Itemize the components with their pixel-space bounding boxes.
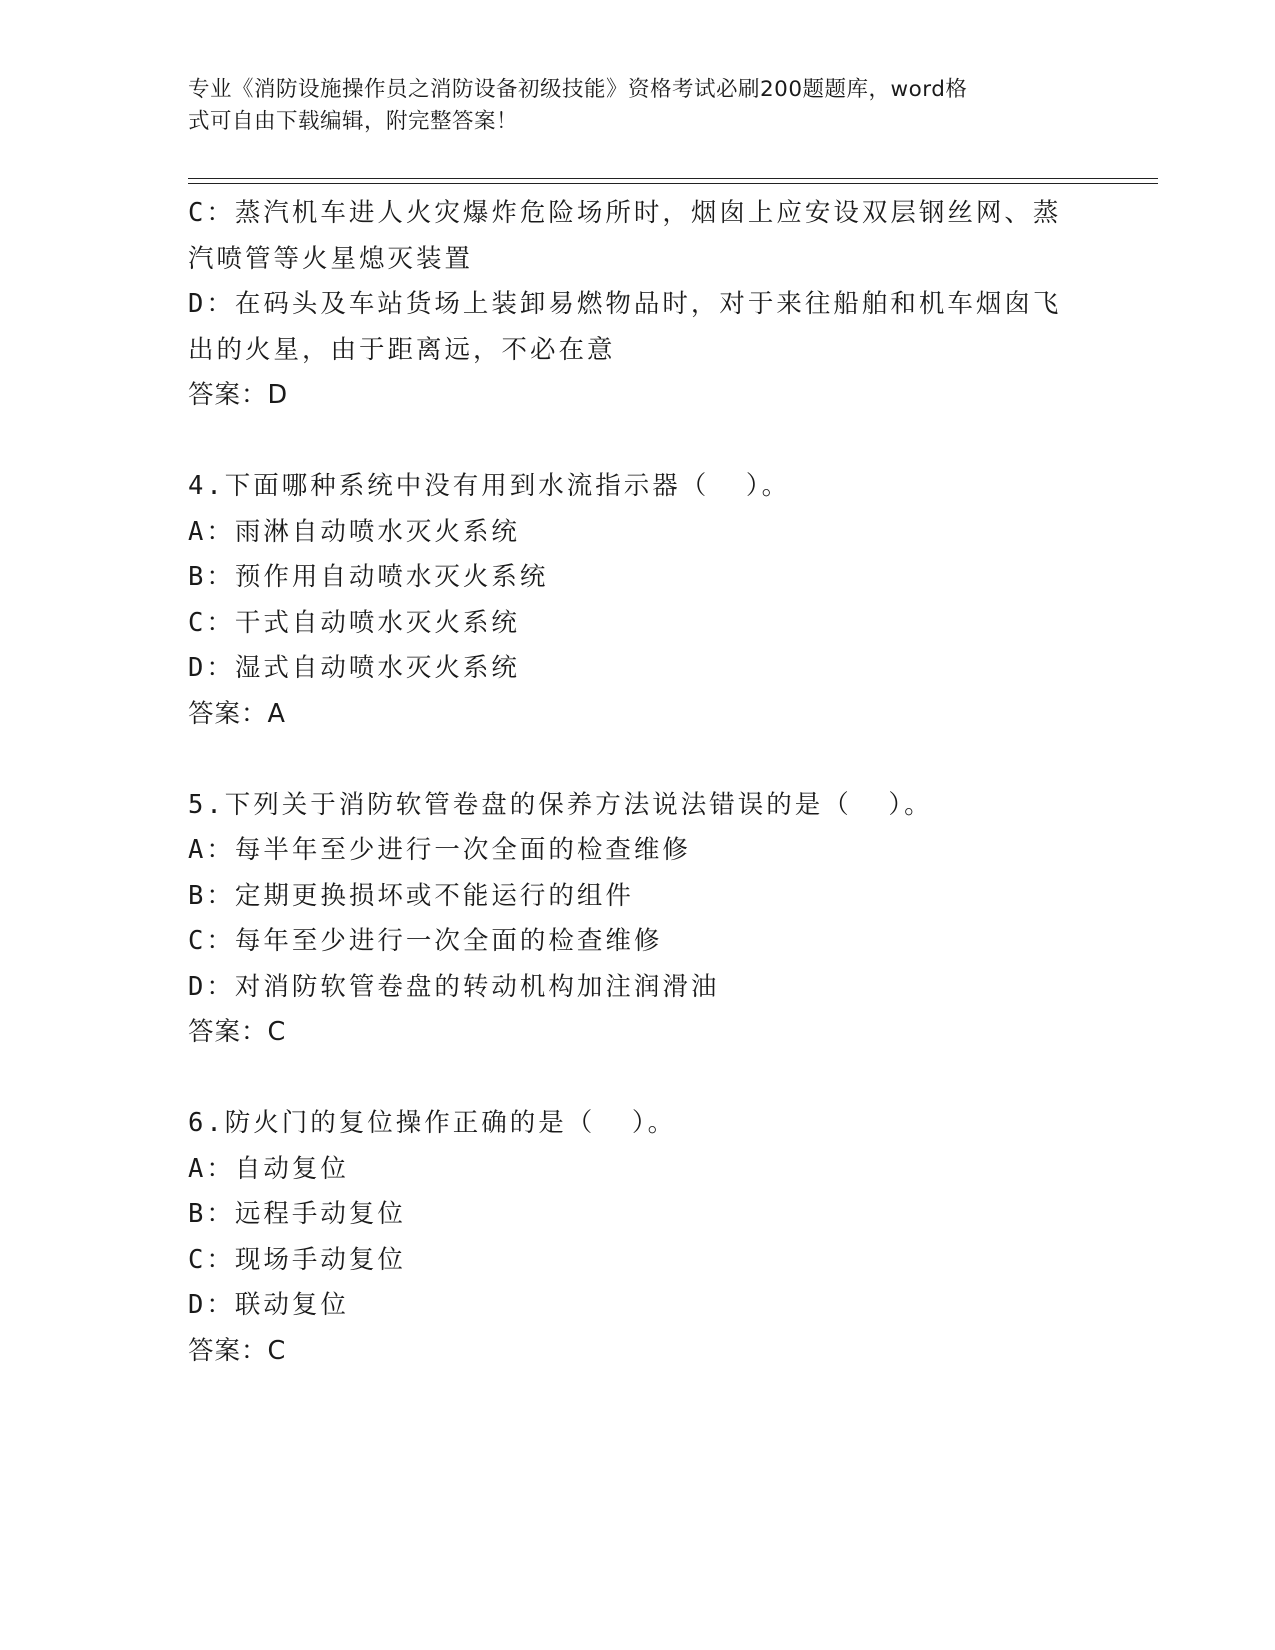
q3-option-d-line-2: 出的火星，由于距离远，不必在意 bbox=[188, 334, 616, 365]
q3-answer: 答案：D bbox=[188, 380, 289, 410]
question-5 bbox=[188, 783, 1088, 1056]
header-divider-top bbox=[188, 178, 1158, 179]
q5-question-text: 5.下列关于消防软管卷盘的保养方法说法错误的是（ ）。 bbox=[188, 789, 933, 820]
q4-option-c: C：干式自动喷水灭火系统 bbox=[188, 607, 520, 638]
spacer bbox=[188, 1056, 1088, 1102]
q3-option-d-line-1: D：在码头及车站货场上装卸易燃物品时，对于来往船舶和机车烟囱飞 bbox=[188, 289, 1062, 319]
q4-answer: 答案：A bbox=[188, 698, 286, 729]
q4-option-a: A：雨淋自动喷水灭火系统 bbox=[188, 516, 520, 547]
spacer bbox=[188, 419, 1088, 465]
q6-option-a: A：自动复位 bbox=[188, 1153, 349, 1184]
q5-answer: 答案：C bbox=[188, 1017, 287, 1047]
header-line-2: 式可自由下载编辑，附完整答案！ bbox=[188, 109, 519, 134]
q4-option-b: B：预作用自动喷水灭火系统 bbox=[188, 562, 549, 592]
q6-answer: 答案：C bbox=[188, 1335, 287, 1366]
question-list bbox=[188, 191, 1088, 1374]
header-divider-bottom bbox=[188, 183, 1158, 184]
question-3 bbox=[188, 191, 1088, 419]
spacer bbox=[188, 737, 1088, 783]
document-header bbox=[188, 74, 1068, 138]
q6-option-d: D：联动复位 bbox=[188, 1290, 349, 1320]
q5-option-c: C：每年至少进行一次全面的检查维修 bbox=[188, 926, 663, 956]
q5-option-a: A：每半年至少进行一次全面的检查维修 bbox=[188, 835, 691, 865]
q4-question-text: 4.下面哪种系统中没有用到水流指示器（ ）。 bbox=[188, 471, 791, 501]
q3-option-c-line-2: 汽喷管等火星熄灭装置 bbox=[188, 243, 474, 274]
q6-option-b: B：远程手动复位 bbox=[188, 1199, 406, 1229]
q5-option-b: B：定期更换损坏或不能运行的组件 bbox=[188, 880, 634, 911]
q4-option-d: D：湿式自动喷水灭火系统 bbox=[188, 653, 520, 683]
question-6 bbox=[188, 1101, 1088, 1374]
q3-option-c-line-1: C：蒸汽机车进人火灾爆炸危险场所时，烟囱上应安设双层钢丝网、蒸 bbox=[188, 198, 1062, 228]
question-4 bbox=[188, 464, 1088, 737]
q6-question-text: 6.防火门的复位操作正确的是（ ）。 bbox=[188, 1108, 677, 1138]
q6-option-c: C：现场手动复位 bbox=[188, 1244, 406, 1275]
header-line-1: 专业《消防设施操作员之消防设备初级技能》资格考试必刷200题题库，word格 bbox=[188, 77, 968, 102]
q5-option-d: D：对消防软管卷盘的转动机构加注润滑油 bbox=[188, 971, 720, 1002]
